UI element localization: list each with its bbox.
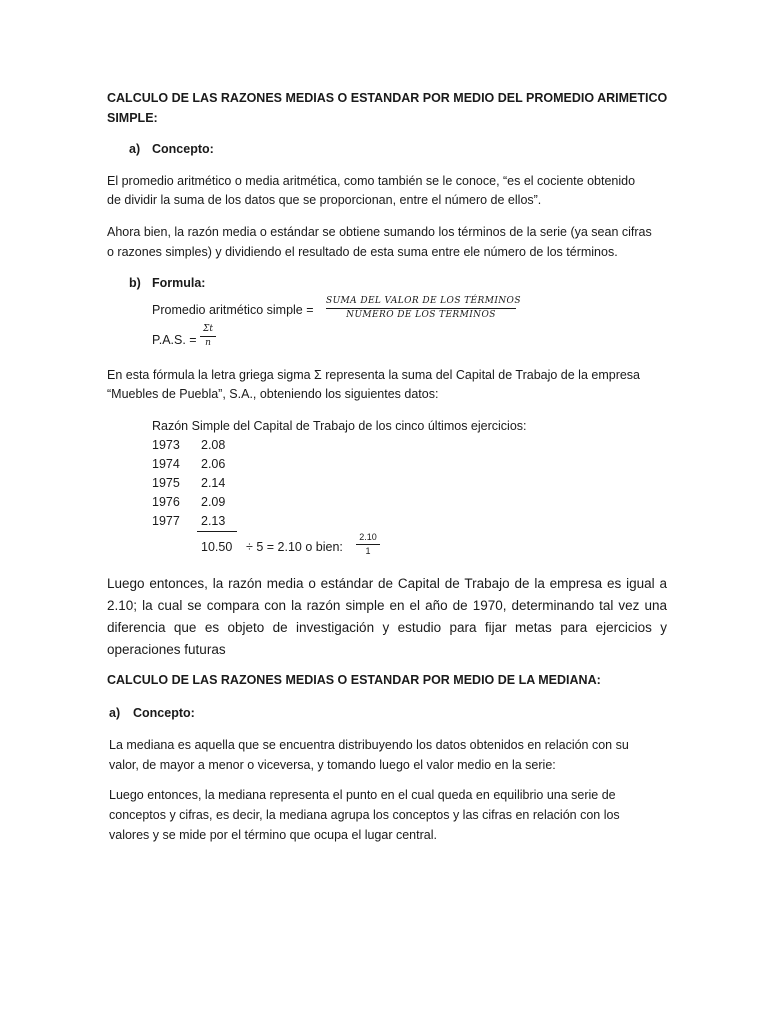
conclusion-line-3: diferencia que es objeto de investigación y estudio para fijar metas para ejercicios y: [107, 620, 667, 635]
median-paragraph-line-1: La mediana es aquella que se encuentra distribuyendo los datos obtenidos en relación con su: [109, 738, 629, 752]
table-row-value: 2.06: [201, 457, 226, 471]
table-row-year: 1973: [152, 438, 180, 452]
conclusion-line-4: operaciones futuras: [107, 642, 226, 657]
standard-paragraph-line-2: o razones simples) y dividiendo el resultado de esta suma entre ele número de los términos.: [107, 245, 618, 259]
formula-2-fraction: [200, 324, 216, 349]
table-row-year: 1977: [152, 514, 180, 528]
section-b-heading: Formula:: [152, 276, 206, 290]
table-row-year: 1975: [152, 476, 180, 490]
title-line-1: CALCULO DE LAS RAZONES MEDIAS O ESTANDAR POR MEDIO DEL PROMEDIO ARIMETICO: [107, 91, 668, 105]
median-conclusion-line-2: conceptos y cifras, es decir, la mediana agrupa los conceptos y las cifras en relación con los: [109, 808, 620, 822]
formula-1-numerator: SUMA DEL VALOR DE LOS TÉRMINOS: [326, 296, 521, 306]
conclusion-line-2: 2.10; la cual se compara con la razón simple en el año de 1970, determinando tal vez una: [107, 598, 667, 613]
median-conclusion-line-1: Luego entonces, la mediana representa el punto en el cual queda en equilibrio una serie de: [109, 788, 616, 802]
formula-1-fraction-bar: [326, 308, 516, 309]
average-calculation: ÷ 5 = 2.10 o bien:: [246, 540, 343, 554]
formula-2-label: P.A.S. =: [152, 333, 197, 347]
formula-2-fraction-bar: [200, 336, 216, 337]
formula-1-denominator: NÚMERO DE LOS TERMINOS: [346, 310, 496, 320]
table-row-value: 2.09: [201, 495, 226, 509]
title-2: CALCULO DE LAS RAZONES MEDIAS O ESTANDAR POR MEDIO DE LA MEDIANA:: [107, 673, 601, 687]
formula-1-label: Promedio aritmético simple =: [152, 303, 314, 317]
explanation-line-2: “Muebles de Puebla”, S.A., obteniendo los siguientes datos:: [107, 387, 439, 401]
title-line-2: SIMPLE:: [107, 111, 158, 125]
conclusion-line-1: Luego entonces, la razón media o estándar de Capital de Trabajo de la empresa es igual a: [107, 576, 667, 591]
explanation-line-1: En esta fórmula la letra griega sigma Σ representa la suma del Capital de Trabajo de la empresa: [107, 368, 641, 382]
median-paragraph-line-2: valor, de mayor a menor o viceversa, y tomando luego el valor medio en la serie:: [109, 758, 556, 772]
conclusion-paragraph: [107, 573, 667, 661]
average-fraction: [356, 532, 380, 557]
table-total: 10.50: [201, 540, 233, 554]
standard-paragraph-line-1: Ahora bien, la razón media o estándar se obtiene sumando los términos de la serie (ya sean cifras: [107, 225, 652, 239]
concept-paragraph-line-1: El promedio aritmético o media aritmética, como también se le conoce, “es el cociente obtenido: [107, 174, 636, 188]
section-a-heading: Concepto:: [152, 142, 214, 156]
table-row-value: 2.13: [201, 514, 226, 528]
table-row-value: 2.08: [201, 438, 226, 452]
average-fraction-bar: [356, 544, 380, 545]
average-fraction-denominator: 1: [365, 546, 371, 556]
data-table-caption: Razón Simple del Capital de Trabajo de los cinco últimos ejercicios:: [152, 419, 527, 433]
table-row-year: 1974: [152, 457, 180, 471]
concept-paragraph-line-2: de dividir la suma de los datos que se proporcionan, entre el número de ellos”.: [107, 193, 542, 207]
section-a-marker: a): [129, 142, 141, 156]
median-conclusion-line-3: valores y se mide por el término que ocupa el lugar central.: [109, 828, 437, 842]
table-row-value: 2.14: [201, 476, 226, 490]
sum-rule: [197, 531, 237, 532]
formula-2-numerator: Σt: [203, 324, 213, 334]
section-a2-marker: a): [109, 706, 121, 720]
formula-1-fraction: [326, 296, 521, 321]
section-b-marker: b): [129, 276, 141, 290]
section-a2-heading: Concepto:: [133, 706, 195, 720]
average-fraction-numerator: 2.10: [359, 532, 377, 542]
table-row-year: 1976: [152, 495, 180, 509]
formula-2-denominator: n: [205, 338, 211, 348]
